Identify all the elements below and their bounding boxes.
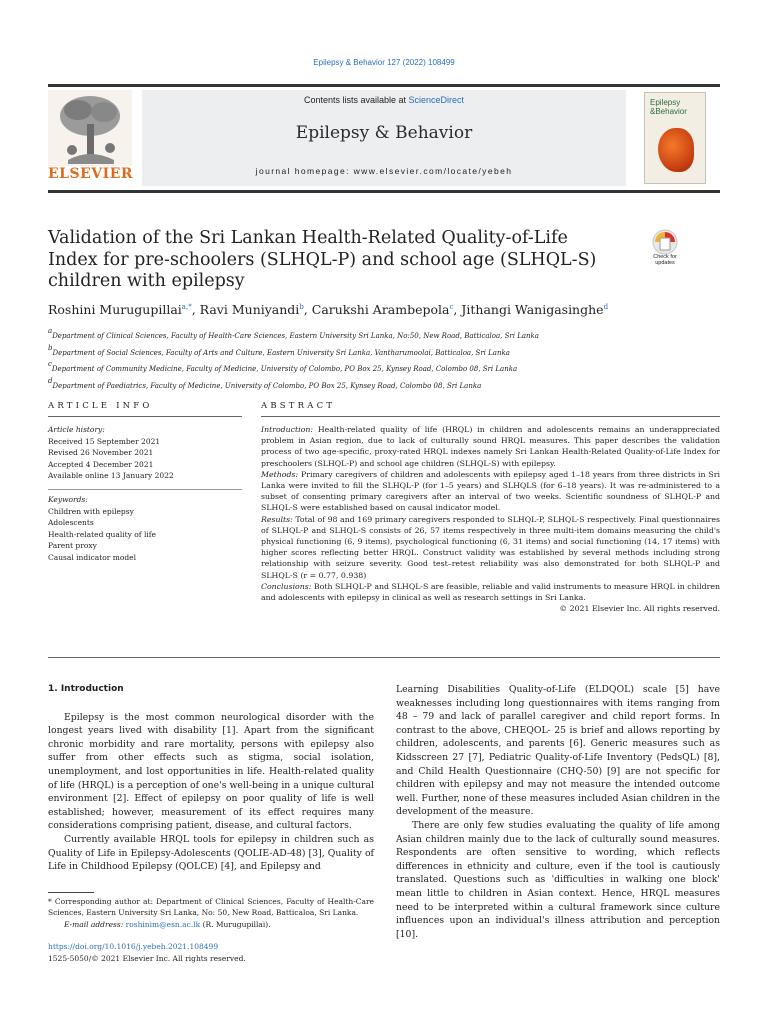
sciencedirect-link[interactable]: ScienceDirect [408,95,465,105]
corresponding-author-note: * Corresponding author at: Department of Clinical Sciences, Faculty of Health-Care Sciences, Eastern University Sri Lanka, No: 50, New Road, Batticaloa, Sri Lanka. [48,897,374,918]
cover-artwork [658,128,694,172]
keyword: Parent proxy [48,541,97,550]
article-history [48,424,242,482]
article-title: Validation of the Sri Lankan Health-Related Quality-of-Life Index for pre-schoolers (SLHQL-P) and school age (SLHQL-S) children with epilepsy [48,228,597,291]
check-line-1: Check for [653,254,677,260]
affiliations [48,326,728,392]
body-paragraph: There are only few studies evaluating the quality of life among Asian children mainly due to the lack of culturally sound measures. Respondents are often sensitive to wording, which reflects differences in ethnicity and culture, even if the tool is cautiously translated. Questions such as 'difficulties in walking one block' mean little to children in Asian context. Hence, HRQL measures need to be interpreted within a cultural framework since culture influences upon an individual's illness attribution and perception [10]. [396,819,720,940]
affiliation: $^a$Department of Clinical Sciences, Faculty of Health-Care Sciences, Eastern University Sri Lanka, No:50, New Road, Batticaloa, Sri Lanka [48,327,539,340]
body-paragraph: Currently available HRQL tools for epilepsy in children such as Quality of Life in Epilepsy-Adolescents (QOLIE-AD-48) [3], Quality of Life in Childhood Epilepsy (QOLCE) [4], and Epilepsy and [48,833,374,873]
keywords-rule [48,489,242,490]
author[interactable]: Carukshi Arambepola$^c$, [311,302,462,317]
body-separator-rule [48,657,720,658]
cover-title-line-2: &Behavior [650,107,687,116]
keyword: Causal indicator model [48,552,137,562]
section-heading-introduction: 1. Introduction [48,684,124,694]
author[interactable]: Roshini Murugupillai$^{a,*}$, [48,302,200,317]
journal-homepage[interactable]: journal homepage: www.elsevier.com/locate/yebeh [255,166,513,176]
elsevier-wordmark: ELSEVIER [48,166,134,182]
author[interactable]: Ravi Muniyandi$^b$, [199,302,312,317]
contents-prefix: Contents lists available at [303,95,409,105]
abstract-copyright: © 2021 Elsevier Inc. All rights reserved. [559,604,720,614]
affiliation: $^b$Department of Social Sciences, Faculty of Arts and Culture, Eastern University Sri Lanka, Vantharumoolai, Batticaloa, Sri Lanka [48,343,510,357]
keywords [48,494,242,563]
author-list [48,302,728,317]
history-label: Article history: [48,425,105,434]
abstract-body [261,424,720,614]
author[interactable]: Jithangi Wanigasinghe$^d$ [461,302,609,317]
affiliation: $^d$Department of Paediatrics, Faculty of Medicine, University of Colombo, PO Box 25, Kynsey Road, Colombo 08, Sri Lanka [48,376,482,390]
footnote-rule [48,892,94,893]
history-online: Available online 13 January 2022 [48,471,174,480]
email-line: E-mail address: roshinim@esn.ac.lk (R. Murugupillai). [64,919,271,929]
abstract-methods: Methods: Primary caregivers of children and adolescents with epilepsy aged 1–18 years from three districts in Sri Lanka were invited to fill the SLHQL-P (for 1–5 years) and SLHQLS (for 6–18 years). It was re-administered to a subset of consenting primary caregivers after an interval of two weeks. Scientific soundness of SLHQL-P and SLHQL-S were established based on causal indicator model. [261,469,720,513]
article-info-rule [48,416,242,417]
abstract-conclusions: Conclusions: Both SLHQL-P and SLHQL-S are feasible, reliable and valid instruments to measure HRQL in children and adolescents with epilepsy in clinical as well as research settings in Sri Lanka. [261,581,720,603]
issn-line: 1525-5050/© 2021 Elsevier Inc. All rights reserved. [48,954,246,963]
journal-name: Epilepsy & Behavior [295,123,473,143]
email-link[interactable]: roshinim@esn.ac.lk [125,919,201,929]
banner-top-rule [48,84,720,87]
footnote [48,896,374,930]
keywords-label: Keywords: [48,495,88,504]
contents-line [142,95,626,105]
history-accepted: Accepted 4 December 2021 [48,459,154,469]
abstract-rule [261,416,720,417]
article-info-label: ARTICLE INFO [48,401,153,411]
body-column-left [48,683,374,874]
abstract-results: Results: Total of 98 and 169 primary caregivers responded to SLHQL-P, SLHQL-S respectively. Final questionnaires of SLHQL-P and SLHQL-S consists of 26, 57 items respectively in three multi-item domains measuring the child's physical functioning (6, 9 items), psychological functioning (6, 31 items) and social functioning (14, 17 items) with higher scores reflecting better HRQL. Construct validity was established by several methods including strong relationship with seizure severity. Good test–retest reliability was also demonstrated for both SLHQL-P and SLHQL-S (r = 0.77, 0.938) [261,514,720,580]
keyword: Children with epilepsy [48,506,134,516]
affiliation: $^c$Department of Community Medicine, Faculty of Medicine, University of Colombo, PO Box 25, Kynsey Road, Colombo 08, Sri Lanka [48,360,518,373]
history-revised: Revised 26 November 2021 [48,448,154,457]
body-column-right [396,683,720,941]
doi-link[interactable]: https://doi.org/10.1016/j.yebeh.2021.108499 [48,942,219,951]
abstract-label: ABSTRACT [261,401,336,411]
body-paragraph: Learning Disabilities Quality-of-Life (ELDQOL) scale [5] have weaknesses including long questionnaires with items ranging from 48 – 79 and lack of parallel caregiver and child report forms. In contrast to the above, CHEQOL- 25 is brief and allows reporting by children, adolescents, and parents [6]. Generic measures such as Kidsscreen 27 [7], Pediatric Quality-of-Life Inventory (PedsQL) [8], and Child Health Questionnaire (CHQ-50) [9] are not specific for children with epilepsy and may not measure the intended outcome well. Further, none of these measures included Asian children in the development of the measure. [396,684,720,818]
keyword: Health-related quality of life [48,529,156,539]
check-for-updates-label[interactable] [640,254,690,266]
cover-title [650,98,687,116]
body-paragraph: Epilepsy is the most common neurological disorder with the longest years lived with disability [1]. Apart from the significant chronic morbidity and rare mortality, persons with epilepsy also suffer from other effects such as stigma, social isolation, unemployment, and lost opportunities in life. Health-related quality of life (HRQL) is a perception of one's well-being in a unique cultural environment [2]. Effect of epilepsy on poor quality of life is well established; however, measurement of its effect requires many considerations comprising patient, disease, and cultural factors. [48,711,374,832]
journal-citation[interactable]: Epilepsy & Behavior 127 (2022) 108499 [313,58,455,67]
keyword: Adolescents [48,518,94,527]
banner-bottom-rule [48,190,720,193]
abstract-introduction: Introduction: Health-related quality of life (HRQL) in children and adolescents remains an underappreciated problem in Asian region, due to lack of culturally sound HRQL measures. This paper describes the validation process of two age-specific, proxy-rated HRQL indexes namely Sri Lankan Health-Related Quality-of-Life Index for preschoolers (SLHQL-P) and school age children (SLHQL-S) with epilepsy. [261,425,720,468]
check-line-2: updates [655,260,675,266]
cover-title-line-1: Epilepsy [650,98,681,107]
history-received: Received 15 September 2021 [48,436,161,446]
